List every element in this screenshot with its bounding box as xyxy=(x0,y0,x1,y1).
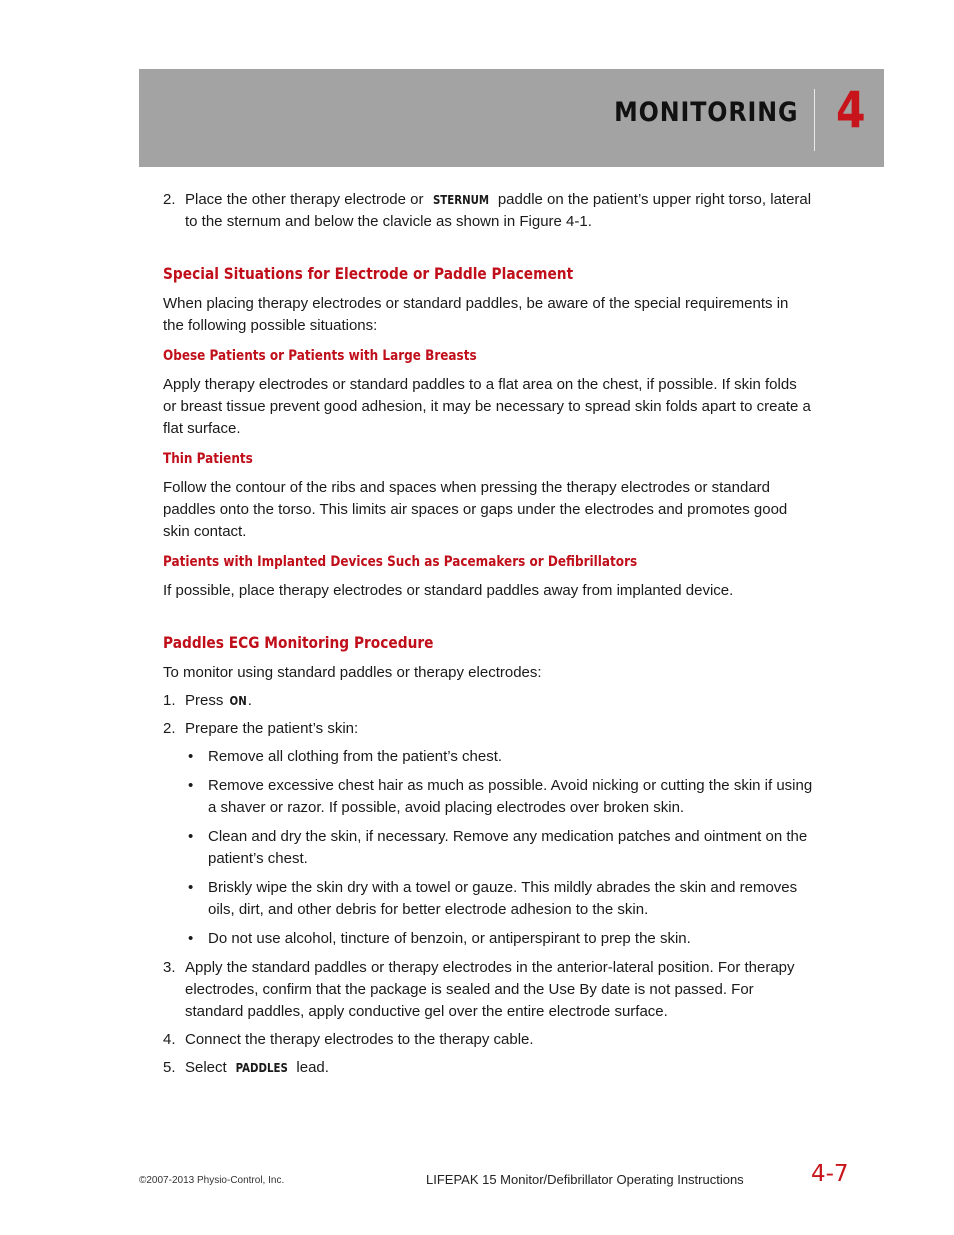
obese-text: Apply therapy electrodes or standard paddles to a flat area on the chest, if possible. If skin folds or breast tissue prevent good adhesion, it may be necessary to spread skin folds apart to create a flat surface. xyxy=(163,376,811,437)
section-heading-special-situations: Special Situations for Electrode or Paddle Placement xyxy=(163,264,574,283)
skin-prep-list xyxy=(185,746,813,950)
step-2-placement xyxy=(163,189,813,233)
step-number: 2. xyxy=(163,191,176,208)
bullet-icon: • xyxy=(188,930,194,947)
chapter-divider xyxy=(814,89,815,151)
step-text: lead. xyxy=(292,1059,329,1076)
implant-text: If possible, place therapy electrodes or standard paddles away from implanted device. xyxy=(163,582,734,599)
bullet-icon: • xyxy=(188,748,194,765)
step-text: Prepare the patient’s skin: xyxy=(185,720,359,737)
step-text: Connect the therapy electrodes to the therapy cable. xyxy=(185,1031,534,1048)
keyword-paddles: PADDLES xyxy=(235,1061,288,1075)
subheading-implanted: Patients with Implanted Devices Such as Pacemakers or Defibrillators xyxy=(163,554,638,570)
step-number: 1. xyxy=(163,692,176,709)
list-item: • Remove all clothing from the patient’s chest. xyxy=(185,746,813,768)
section-heading-procedure: Paddles ECG Monitoring Procedure xyxy=(163,633,434,652)
bullet-icon: • xyxy=(188,828,194,845)
chapter-number: 4 xyxy=(836,81,866,139)
special-intro: When placing therapy electrodes or standard paddles, be aware of the special requirements in the following possible situations: xyxy=(163,295,789,334)
procedure-step-2 xyxy=(163,718,813,740)
chapter-title: MONITORING xyxy=(613,97,798,128)
footer-copyright: ©2007-2013 Physio-Control, Inc. xyxy=(139,1175,285,1186)
list-item: • Clean and dry the skin, if necessary. Remove any medication patches and ointment on the patient’s chest. xyxy=(188,828,808,867)
step-number: 5. xyxy=(163,1059,176,1076)
page-content xyxy=(163,189,813,1085)
list-item: • Briskly wipe the skin dry with a towel or gauze. This mildly abrades the skin and removes oils, dirt, and other debris for better electrode adhesion to the skin. xyxy=(188,879,798,918)
procedure-step-1 xyxy=(163,690,813,712)
procedure-step-3 xyxy=(163,957,813,1023)
page-number: 4-7 xyxy=(811,1161,849,1187)
procedure-step-5 xyxy=(163,1057,813,1079)
chapter-header xyxy=(139,69,884,167)
step-text: Select xyxy=(185,1059,231,1076)
bullet-icon: • xyxy=(188,879,194,896)
step-text: . xyxy=(247,692,252,709)
procedure-intro: To monitor using standard paddles or therapy electrodes: xyxy=(163,664,542,681)
step-number: 4. xyxy=(163,1031,176,1048)
list-item: • Do not use alcohol, tincture of benzoin, or antiperspirant to prep the skin. xyxy=(185,928,813,950)
subheading-thin: Thin Patients xyxy=(163,451,253,467)
step-text: paddle on the patient’s upper right torso, lateral to the sternum and below the clavicle as shown in Figure 4-1. xyxy=(185,191,812,230)
bullet-icon: • xyxy=(188,777,194,794)
keyword-sternum: STERNUM xyxy=(432,193,489,207)
procedure-step-4 xyxy=(163,1029,813,1051)
keyword-on: ON xyxy=(229,694,247,708)
subheading-obese: Obese Patients or Patients with Large Breasts xyxy=(163,348,477,364)
step-text: Place the other therapy electrode or xyxy=(185,191,428,208)
thin-text: Follow the contour of the ribs and spaces when pressing the therapy electrodes or standard paddles onto the torso. This limits air spaces or gaps under the electrodes and promotes good skin contact. xyxy=(163,479,788,540)
list-item: • Remove excessive chest hair as much as possible. Avoid nicking or cutting the skin if using a shaver or razor. If possible, avoid placing electrodes over broken skin. xyxy=(188,777,813,816)
step-text: Press xyxy=(185,692,228,709)
step-number: 2. xyxy=(163,720,176,737)
footer-manual-title: LIFEPAK 15 Monitor/Defibrillator Operating Instructions xyxy=(426,1172,744,1187)
step-number: 3. xyxy=(163,959,176,976)
step-text: Apply the standard paddles or therapy electrodes in the anterior-lateral position. For therapy electrodes, confirm that the package is sealed and the Use By date is not passed. For standard paddles, apply conductive gel over the entire electrode surface. xyxy=(185,959,795,1020)
